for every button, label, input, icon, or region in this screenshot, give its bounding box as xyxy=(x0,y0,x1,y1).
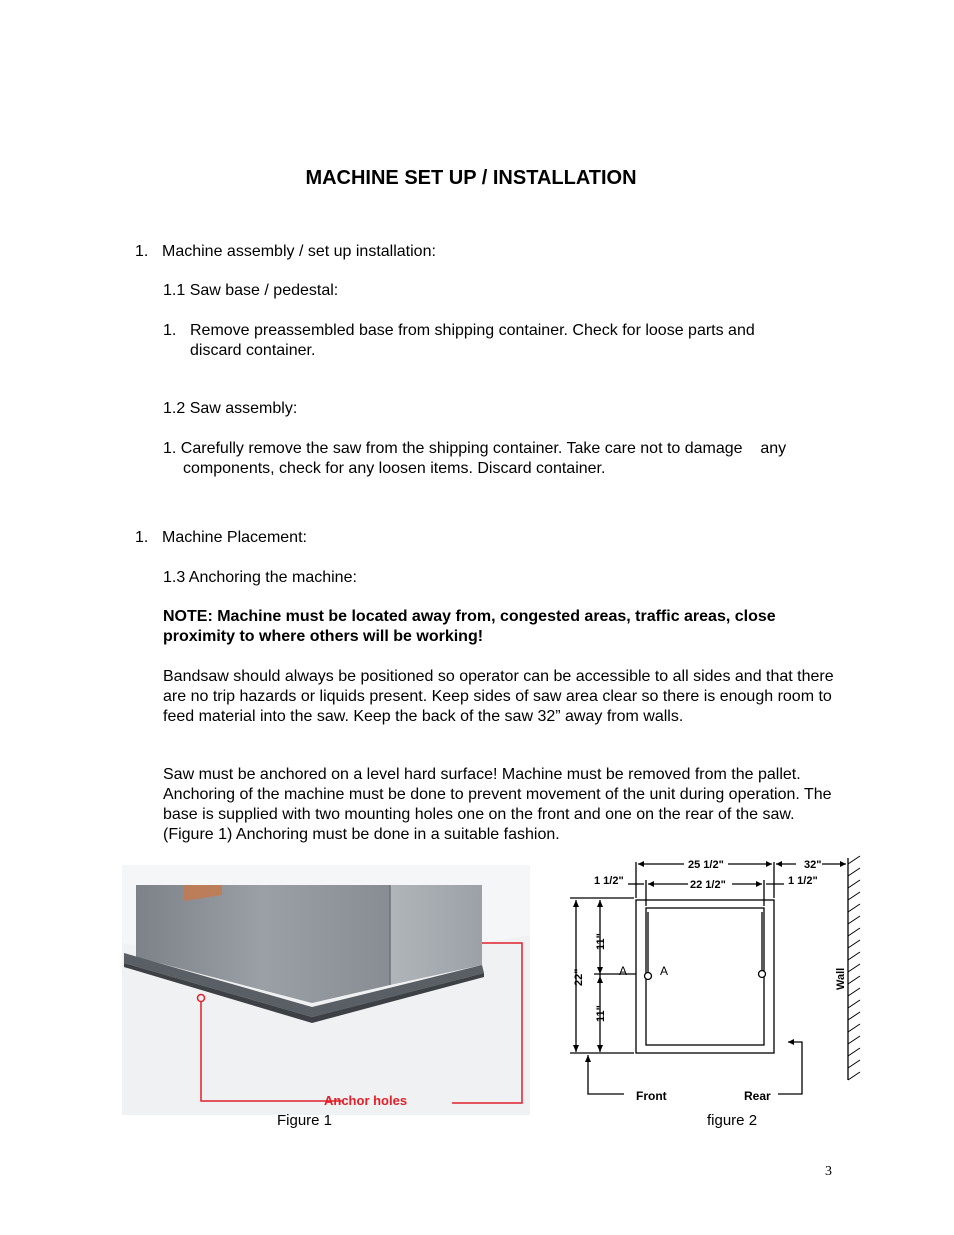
base-outline xyxy=(636,900,774,1053)
subsection-1-1-item xyxy=(163,321,755,341)
arrow xyxy=(597,967,603,974)
arrow xyxy=(756,881,762,887)
arrow xyxy=(648,881,654,887)
subsection-1-1-heading: 1.1 Saw base / pedestal: xyxy=(163,282,339,299)
arrow xyxy=(573,1045,579,1052)
section-1-number: 1. xyxy=(135,243,149,260)
subsection-1-3-heading: 1.3 Anchoring the machine: xyxy=(163,569,357,586)
safety-note: NOTE: Machine must be located away from, congested areas, traffic areas, close proximity to where others will be working! xyxy=(163,608,776,645)
anchor-holes-label: Anchor holes xyxy=(324,1093,408,1108)
subsection-1-1-item-line2: discard container. xyxy=(190,342,316,359)
rear-label: Rear xyxy=(744,1089,771,1103)
section-1-heading-text: Machine assembly / set up installation: xyxy=(162,243,436,260)
section-2-heading xyxy=(135,528,307,548)
figure-2-caption: figure 2 xyxy=(707,1112,758,1129)
page-title: MACHINE SET UP / INSTALLATION xyxy=(305,167,637,189)
arrow xyxy=(638,861,644,867)
anchoring-paragraph: Saw must be anchored on a level hard surface! Machine must be removed from the pallet. Anchoring of the machine must be done to prevent movement of the unit during operation. The base is supplied with two mounting holes one on the front and one on the rear of the saw. (Figure 1) Anchoring must be done in a suitable fashion. xyxy=(163,766,832,843)
page-number: 3 xyxy=(825,1164,832,1179)
arrow xyxy=(776,861,782,867)
arrow xyxy=(597,976,603,983)
dim-half-depth-top: 11" xyxy=(595,933,607,950)
placement-paragraph: Bandsaw should always be positioned so operator can be accessible to all sides and that there are no trip hazards or liquids present. Keep sides of saw area clear so there is enough room to feed material into the saw. Keep the back of the saw 32” away from walls. xyxy=(163,668,834,725)
dim-inner-width: 22 1/2" xyxy=(690,879,726,891)
dim-left-margin: 1 1/2" xyxy=(594,875,624,887)
section-1-heading xyxy=(135,242,436,262)
section-2-heading-text: Machine Placement: xyxy=(162,529,307,546)
dim-outer-width: 25 1/2" xyxy=(688,859,724,871)
dim-total-depth: 22" xyxy=(573,968,585,986)
mounting-hole-rear xyxy=(759,971,766,978)
subsection-1-1-item-number: 1. xyxy=(163,322,177,339)
figure-2-drawing xyxy=(560,850,870,1110)
wall-label: Wall xyxy=(835,967,847,990)
front-label: Front xyxy=(636,1089,667,1103)
subsection-1-2-heading: 1.2 Saw assembly: xyxy=(163,400,298,417)
subsection-1-1-item-line1: Remove preassembled base from shipping container. Check for loose parts and xyxy=(190,322,755,339)
arrow xyxy=(597,900,603,907)
mounting-hole-front xyxy=(645,973,652,980)
arrow xyxy=(788,1039,794,1045)
hole-label-right: A xyxy=(660,964,669,978)
hole-label-left: A xyxy=(619,964,628,978)
dim-right-margin: 1 1/2" xyxy=(788,875,818,887)
arrow xyxy=(573,900,579,907)
section-2-number: 1. xyxy=(135,529,149,546)
arrow xyxy=(840,861,846,867)
figure-1-illustration xyxy=(122,865,530,1115)
arrow xyxy=(766,861,772,867)
dim-half-depth-bottom: 11" xyxy=(595,1005,607,1022)
subsection-1-2-item-line1: 1. Carefully remove the saw from the shipping container. Take care not to damage any xyxy=(163,440,787,457)
arrow xyxy=(585,1055,591,1062)
dim-wall-clearance: 32" xyxy=(804,859,822,871)
arrow xyxy=(597,1045,603,1052)
subsection-1-2-item-line2: components, check for any loosen items. Discard container. xyxy=(183,460,606,477)
figure-1-caption: Figure 1 xyxy=(277,1112,333,1129)
